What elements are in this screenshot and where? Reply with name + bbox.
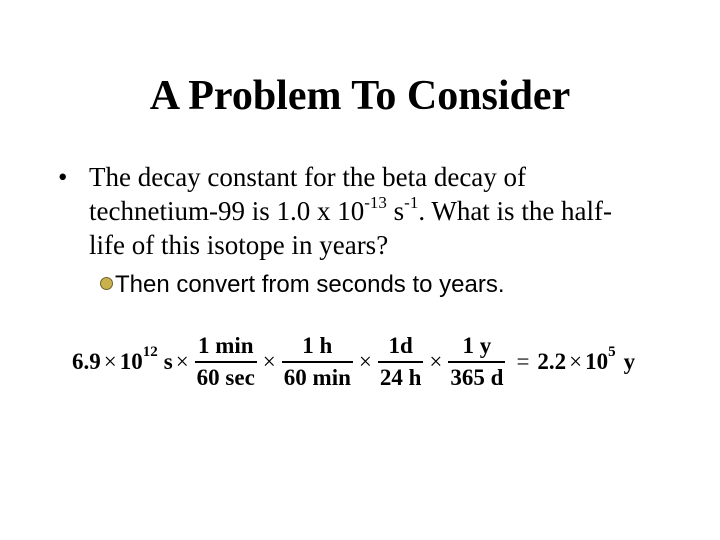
bullet-line-2-text-c: . What is the half- bbox=[418, 196, 613, 226]
main-bullet bbox=[58, 160, 678, 262]
bullet-line-2 bbox=[89, 194, 678, 228]
conversion-equation bbox=[72, 327, 635, 397]
fraction-numerator: 1 h bbox=[302, 333, 333, 358]
fraction-hour-per-min bbox=[282, 333, 353, 391]
exponent-per-second: -1 bbox=[404, 193, 419, 212]
times-sign: × bbox=[175, 349, 189, 374]
start-base: 10 bbox=[119, 349, 143, 374]
exponent-decay-constant: -13 bbox=[364, 193, 387, 212]
fraction-numerator: 1d bbox=[388, 333, 413, 358]
times-sign: × bbox=[569, 349, 583, 374]
fraction-denominator: 365 d bbox=[448, 361, 505, 391]
times-sign: × bbox=[103, 349, 117, 374]
fraction-min-per-sec bbox=[195, 333, 257, 391]
bullet-line-3: life of this isotope in years? bbox=[89, 230, 389, 260]
fraction-day-per-hour bbox=[378, 333, 424, 391]
fraction-numerator: 1 y bbox=[462, 333, 492, 358]
bullet-line-2-text-a: technetium-99 is 1.0 x 10 bbox=[89, 196, 365, 226]
result-base: 10 bbox=[585, 349, 609, 374]
sub-bullet bbox=[100, 268, 505, 302]
sub-bullet-text: Then convert from seconds to years. bbox=[115, 271, 505, 298]
fraction-denominator: 60 sec bbox=[195, 361, 257, 391]
start-exponent: 12 bbox=[142, 343, 158, 360]
equals-sign: = bbox=[516, 349, 530, 374]
fraction-year-per-day bbox=[448, 333, 505, 391]
start-coefficient: 6.9 bbox=[72, 349, 101, 374]
fraction-denominator: 24 h bbox=[378, 361, 424, 391]
result-exponent: 5 bbox=[608, 343, 616, 360]
bullet-line-2-text-b: s bbox=[386, 196, 405, 226]
result-unit: y bbox=[623, 349, 636, 374]
result-coefficient: 2.2 bbox=[537, 349, 567, 374]
bullet-dot: • bbox=[58, 162, 68, 192]
times-sign: × bbox=[429, 349, 443, 374]
fraction-numerator: 1 min bbox=[197, 333, 254, 358]
slide-title: A Problem To Consider bbox=[149, 73, 571, 119]
bullet-text bbox=[89, 160, 678, 262]
start-unit: s bbox=[163, 349, 173, 374]
fraction-denominator: 60 min bbox=[282, 361, 353, 391]
sub-bullet-dot-icon bbox=[100, 277, 113, 290]
times-sign: × bbox=[358, 349, 372, 374]
times-sign: × bbox=[262, 349, 276, 374]
bullet-line-1: The decay constant for the beta decay of bbox=[89, 162, 527, 192]
